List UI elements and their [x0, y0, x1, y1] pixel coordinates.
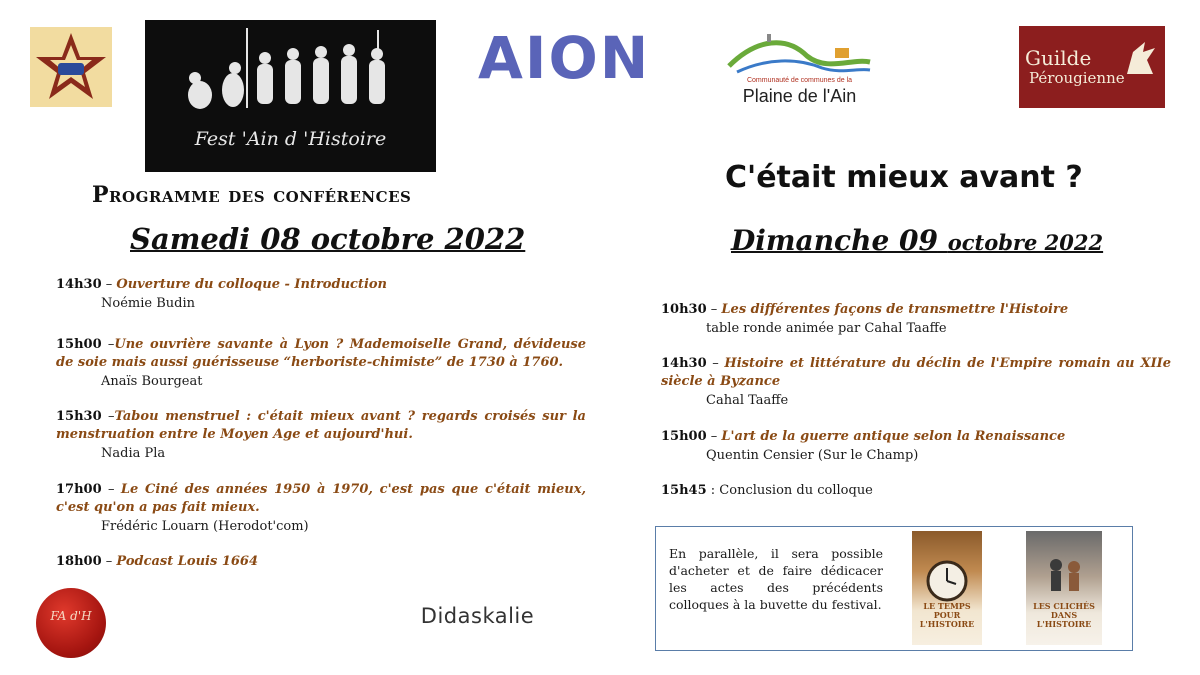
list-item — [661, 355, 1171, 410]
entry-time: 15h00 — [661, 429, 707, 444]
fest-title: Fest 'Ain d 'Histoire — [194, 128, 387, 150]
aion-text: AION — [478, 24, 651, 92]
entry-speaker: table ronde animée par Cahal Taaffe — [706, 321, 947, 336]
plaine-ain-logo — [727, 28, 872, 110]
theme-subtitle: C'était mieux avant ? — [725, 160, 1083, 195]
entry-sep: – — [101, 482, 121, 497]
parallel-text: En parallèle, il sera possible d'acheter et de faire dédicacer les actes des précédents colloques à la buvette du festival. — [669, 546, 883, 612]
guilde-line2: Pérougienne — [1029, 69, 1125, 87]
list-item — [56, 336, 586, 391]
landscape-icon — [727, 28, 872, 76]
clock-icon — [925, 559, 969, 603]
entry-title: Les différentes façons de transmettre l'Histoire — [721, 302, 1069, 317]
saturday-heading: Samedi 08 octobre 2022 — [130, 222, 526, 256]
sunday-heading-small: octobre 2022 — [947, 230, 1104, 255]
fort-logo — [30, 27, 112, 107]
entry-sep: – — [706, 356, 725, 371]
entry-speaker: Nadia Pla — [101, 446, 166, 461]
list-item — [56, 276, 586, 313]
entry-plain: Conclusion du colloque — [719, 483, 873, 498]
entry-speaker: Frédéric Louarn (Herodot'com) — [101, 519, 309, 534]
book-title-1: LE TEMPS POUR L'HISTOIRE — [919, 601, 975, 629]
entry-speaker: Cahal Taaffe — [706, 393, 789, 408]
entry-title: L'art de la guerre antique selon la Renaissance — [721, 429, 1066, 444]
entry-time: 10h30 — [661, 302, 707, 317]
entry-sep: – — [101, 409, 115, 424]
list-item — [661, 301, 1171, 338]
plaine-name: Plaine de l'Ain — [742, 86, 857, 106]
entry-sep: – — [101, 337, 115, 352]
entry-title: Tabou menstruel : c'était mieux avant ? regards croisés sur la menstruation entre le Moyen Age et aujourd'hui. — [56, 409, 586, 442]
list-item — [661, 482, 1171, 500]
entry-sep: – — [706, 302, 722, 317]
didaskalie-logo: Didaskalie — [420, 604, 535, 628]
star-fort-icon — [30, 27, 112, 107]
entry-time: 18h00 — [56, 554, 102, 569]
entry-speaker: Quentin Censier (Sur le Champ) — [706, 448, 919, 463]
parallel-info-box — [655, 526, 1133, 651]
book-title-2: LES CLICHÉS DANS L'HISTOIRE — [1033, 601, 1095, 629]
list-item — [56, 553, 586, 571]
seal-text: FA d'H — [50, 609, 92, 623]
entry-time: 15h45 — [661, 483, 707, 498]
entry-title: Ouverture du colloque - Introduction — [116, 277, 388, 292]
entry-sep: : — [706, 483, 720, 498]
figures-illustration-icon — [1040, 555, 1088, 595]
entry-title: Podcast Louis 1664 — [116, 554, 259, 569]
book-cover-1 — [912, 531, 982, 645]
guilde-line1: Guilde — [1025, 46, 1092, 70]
fest-ain-logo — [145, 20, 436, 172]
entry-title: Histoire et littérature du déclin de l'Empire romain au XIIe siècle à Byzance — [661, 356, 1171, 389]
entry-time: 15h00 — [56, 337, 102, 352]
sunday-heading-main: Dimanche 09 — [731, 224, 938, 257]
entry-time: 15h30 — [56, 409, 102, 424]
entry-sep: – — [101, 554, 117, 569]
aion-logo — [478, 24, 651, 106]
program-title: Programme des conférences — [92, 182, 412, 208]
sunday-heading — [731, 224, 1104, 257]
list-item — [56, 408, 586, 463]
evolution-silhouettes-icon — [145, 20, 436, 130]
guilde-logo — [1019, 26, 1165, 108]
plaine-caption: Communauté de communes de la — [746, 77, 853, 84]
entry-speaker: Noémie Budin — [101, 296, 195, 311]
entry-speaker: Anaïs Bourgeat — [101, 374, 203, 389]
griffin-icon — [1123, 38, 1159, 78]
entry-title: Une ouvrière savante à Lyon ? Mademoiselle Grand, dévideuse de soie mais aussi guérisseuse “herboriste-chimiste” de 1730 à 1760. — [56, 337, 587, 370]
entry-time: 17h00 — [56, 482, 102, 497]
book-cover-2 — [1026, 531, 1102, 645]
wax-seal-logo — [36, 588, 106, 658]
entry-sep: – — [706, 429, 722, 444]
list-item — [661, 428, 1171, 465]
entry-sep: – — [101, 277, 117, 292]
list-item — [56, 481, 586, 536]
entry-time: 14h30 — [56, 277, 102, 292]
entry-title: Le Ciné des années 1950 à 1970, c'est pas que c'était mieux, c'est qu'on a pas fait mieux. — [56, 482, 586, 515]
entry-time: 14h30 — [661, 356, 707, 371]
